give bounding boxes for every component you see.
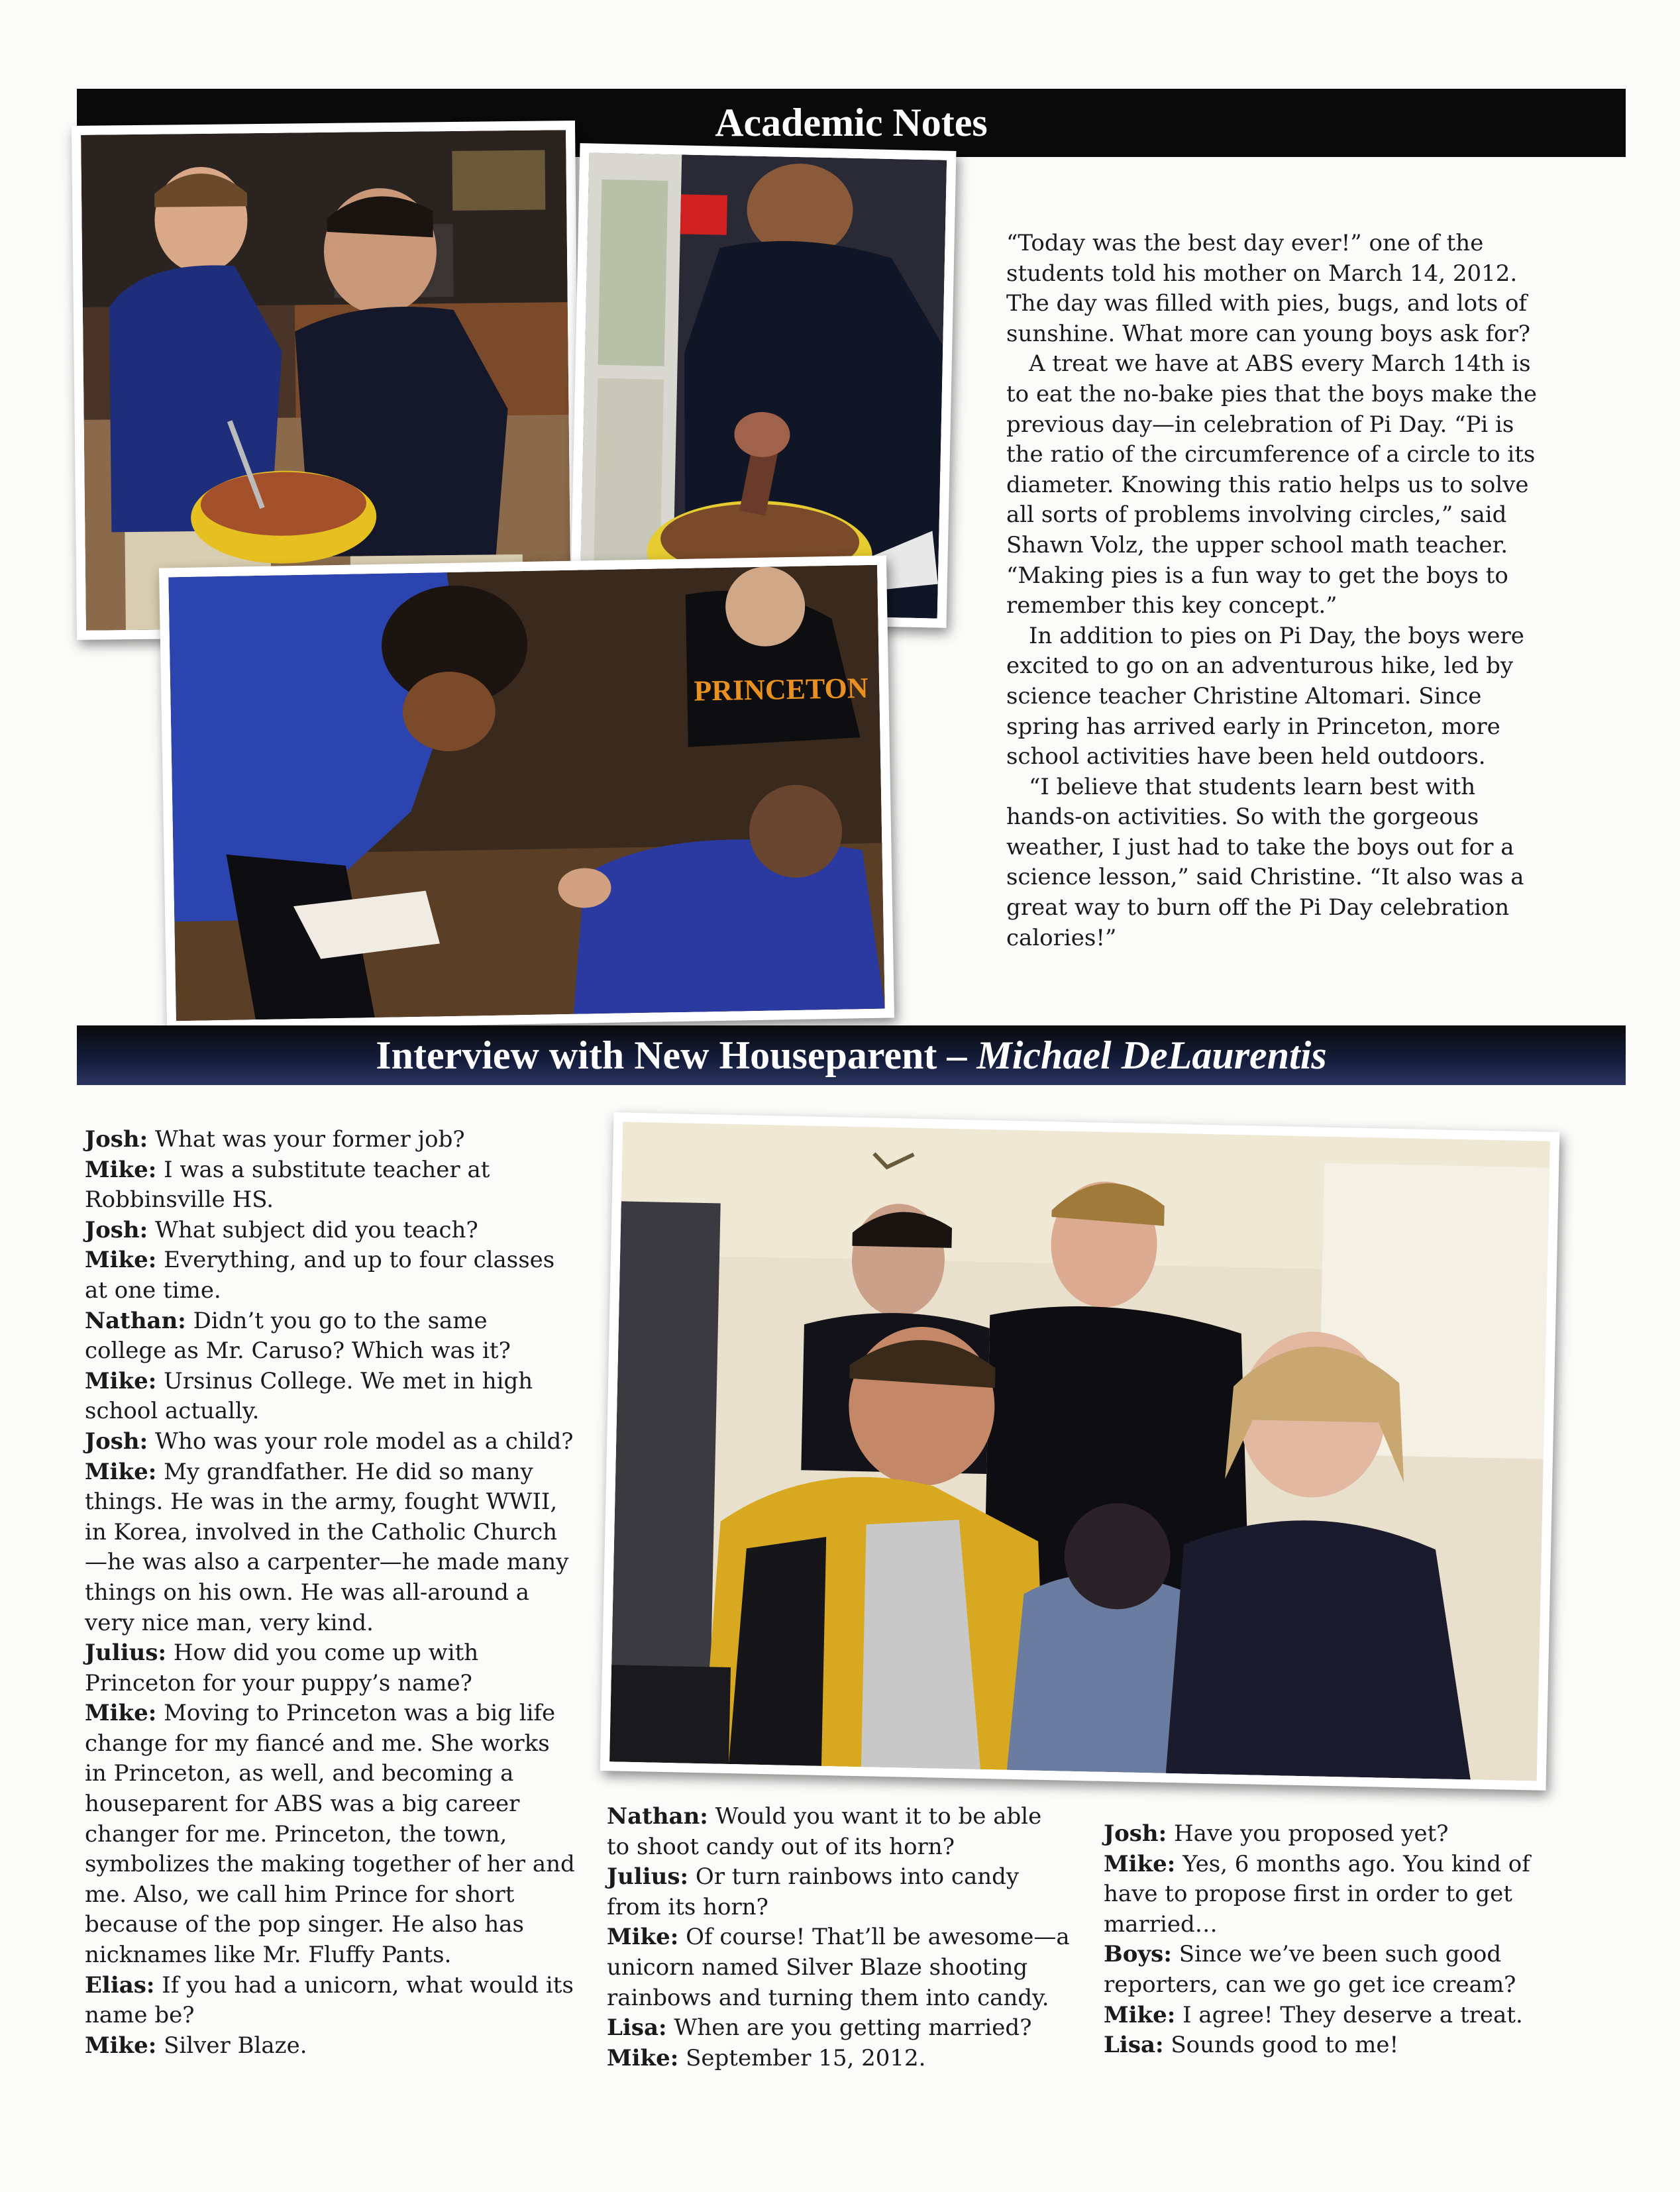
speaker: Josh: bbox=[85, 1126, 148, 1153]
qa-line bbox=[607, 1802, 1071, 1862]
qa-line bbox=[1104, 1819, 1548, 1850]
photo-hike-group-image bbox=[168, 565, 885, 1021]
qa-text: How did you come up with Princeton for your puppy’s name? bbox=[85, 1640, 479, 1696]
photo-boys-stirring-image bbox=[81, 130, 571, 631]
speaker: Josh: bbox=[85, 1216, 148, 1243]
qa-line bbox=[607, 2044, 1071, 2074]
speaker: Josh: bbox=[1104, 1820, 1167, 1847]
qa-line bbox=[85, 2031, 575, 2062]
speaker: Mike: bbox=[607, 1924, 679, 1951]
qa-line bbox=[85, 1367, 575, 1427]
qa-text: Would you want it to be able to shoot candy out of its horn? bbox=[607, 1803, 1042, 1860]
qa-line bbox=[1104, 1850, 1548, 1940]
qa-line bbox=[85, 1971, 575, 2031]
qa-line bbox=[607, 1862, 1071, 1922]
qa-text: I agree! They deserve a treat. bbox=[1182, 2001, 1523, 2028]
speaker: Josh: bbox=[85, 1428, 148, 1455]
qa-line bbox=[85, 1306, 575, 1367]
speaker: Mike: bbox=[1104, 2001, 1176, 2028]
qa-text: Or turn rainbows into candy from its horn? bbox=[607, 1863, 1020, 1920]
speaker: Nathan: bbox=[607, 1803, 708, 1830]
photo-houseparent-group bbox=[600, 1112, 1560, 1791]
speaker: Julius: bbox=[607, 1863, 689, 1891]
speaker: Mike: bbox=[1104, 1850, 1176, 1877]
qa-text: I was a substitute teacher at Robbinsville HS. bbox=[85, 1156, 490, 1214]
qa-line bbox=[85, 1638, 575, 1698]
qa-text: When are you getting married? bbox=[674, 2014, 1032, 2042]
qa-line bbox=[607, 2013, 1071, 2044]
speaker: Mike: bbox=[85, 1367, 157, 1394]
qa-text: Have you proposed yet? bbox=[1174, 1820, 1449, 1847]
speaker: Mike: bbox=[607, 2044, 679, 2071]
qa-line bbox=[607, 1922, 1071, 2013]
qa-text: Moving to Princeton was a big life change for my fiancé and me. She works in Princeton, as well, and becoming a houseparent for ABS was a big career changer for me. Princeton, the town, symbolizes the making together of her and me. Also, we call him Prince for short because of the pop singer. He also has nicknames like Mr. Fluffy Pants. bbox=[85, 1700, 575, 1969]
qa-line bbox=[85, 1125, 575, 1155]
qa-text: Since we’ve been such good reporters, can we go get ice cream? bbox=[1104, 1941, 1516, 1998]
speaker: Lisa: bbox=[607, 2014, 667, 2042]
interview-column-1 bbox=[85, 1125, 575, 2061]
qa-line bbox=[85, 1457, 575, 1639]
article-paragraph: “I believe that students learn best with hands-on activities. So with the gorgeous weather, I just had to take the boys out for a science lesson,” said Christine. “It also was a great way to burn off the Pi Day celebration calories!” bbox=[1006, 773, 1524, 951]
speaker: Mike: bbox=[85, 1700, 157, 1727]
speaker: Boys: bbox=[1104, 1941, 1172, 1968]
speaker: Julius: bbox=[85, 1640, 167, 1667]
speaker: Mike: bbox=[85, 1458, 157, 1485]
qa-line bbox=[85, 1155, 575, 1216]
speaker: Lisa: bbox=[1104, 2032, 1164, 2059]
photo-boy-bowl-image bbox=[580, 152, 947, 618]
interview-banner bbox=[77, 1025, 1626, 1085]
qa-text: Ursinus College. We met in high school actually. bbox=[85, 1367, 533, 1425]
speaker: Elias: bbox=[85, 1971, 155, 1999]
interview-column-2 bbox=[607, 1802, 1071, 2073]
princeton-shirt-text: PRINCETON bbox=[693, 671, 868, 707]
qa-text: Sounds good to me! bbox=[1171, 2032, 1399, 2059]
qa-line bbox=[85, 1245, 575, 1306]
qa-text: Didn’t you go to the same college as Mr. Caruso? Which was it? bbox=[85, 1307, 511, 1365]
academic-notes-article bbox=[1006, 229, 1556, 953]
qa-text: If you had a unicorn, what would its name be? bbox=[85, 1971, 574, 2029]
qa-text: My grandfather. He did so many things. He was in the army, fought WWII, in Korea, involved in the Catholic Church—he was also a carpenter—he made many things on his own. He was all-around a very nice man, very kind. bbox=[85, 1458, 569, 1636]
qa-text: Everything, and up to four classes at one time. bbox=[85, 1247, 555, 1304]
photo-hike-group bbox=[159, 555, 894, 1030]
qa-line bbox=[85, 1216, 575, 1246]
article-paragraph: In addition to pies on Pi Day, the boys were excited to go on an adventurous hike, led by science teacher Christine Altomari. Since spring has arrived early in Princeton, more school activities have been held outdoors. bbox=[1006, 622, 1524, 770]
qa-line bbox=[1104, 2030, 1548, 2061]
interview-column-3 bbox=[1104, 1819, 1548, 2061]
qa-text: September 15, 2012. bbox=[686, 2044, 926, 2071]
speaker: Nathan: bbox=[85, 1307, 186, 1334]
qa-text: What was your former job? bbox=[155, 1126, 465, 1153]
qa-line bbox=[1104, 1940, 1548, 2000]
article-paragraph: A treat we have at ABS every March 14th is to eat the no-bake pies that the boys make the previous day—in celebration of Pi Day. “Pi is the ratio of the circumference of a circle to its diameter. Knowing this ratio helps us to solve all sorts of problems involving circles,” said Shawn Volz, the upper school math teacher. “Making pies is a fun way to get the boys to remember this key concept.” bbox=[1006, 350, 1537, 619]
qa-line bbox=[85, 1427, 575, 1457]
qa-line bbox=[1104, 2001, 1548, 2031]
academic-notes-title: Academic Notes bbox=[715, 101, 988, 144]
interview-title-name: Michael DeLaurentis bbox=[976, 1033, 1327, 1077]
qa-text: What subject did you teach? bbox=[155, 1216, 478, 1243]
qa-text: Who was your role model as a child? bbox=[155, 1428, 574, 1455]
qa-text: Of course! That’ll be awesome—a unicorn named Silver Blaze shooting rainbows and turning them into candy. bbox=[607, 1924, 1070, 2011]
qa-line bbox=[85, 1698, 575, 1970]
speaker: Mike: bbox=[85, 1247, 157, 1274]
speaker: Mike: bbox=[85, 2032, 157, 2059]
qa-text: Yes, 6 months ago. You kind of have to propose first in order to get married… bbox=[1104, 1850, 1530, 1938]
photo-boy-bowl bbox=[570, 143, 957, 628]
speaker: Mike: bbox=[85, 1156, 157, 1183]
article-paragraph: “Today was the best day ever!” one of the students told his mother on March 14, 2012. The day was filled with pies, bugs, and lots of sunshine. What more can young boys ask for? bbox=[1006, 230, 1530, 347]
photo-houseparent-group-image bbox=[609, 1122, 1550, 1781]
interview-title: Interview with New Houseparent – bbox=[376, 1033, 977, 1077]
qa-text: Silver Blaze. bbox=[164, 2032, 307, 2059]
